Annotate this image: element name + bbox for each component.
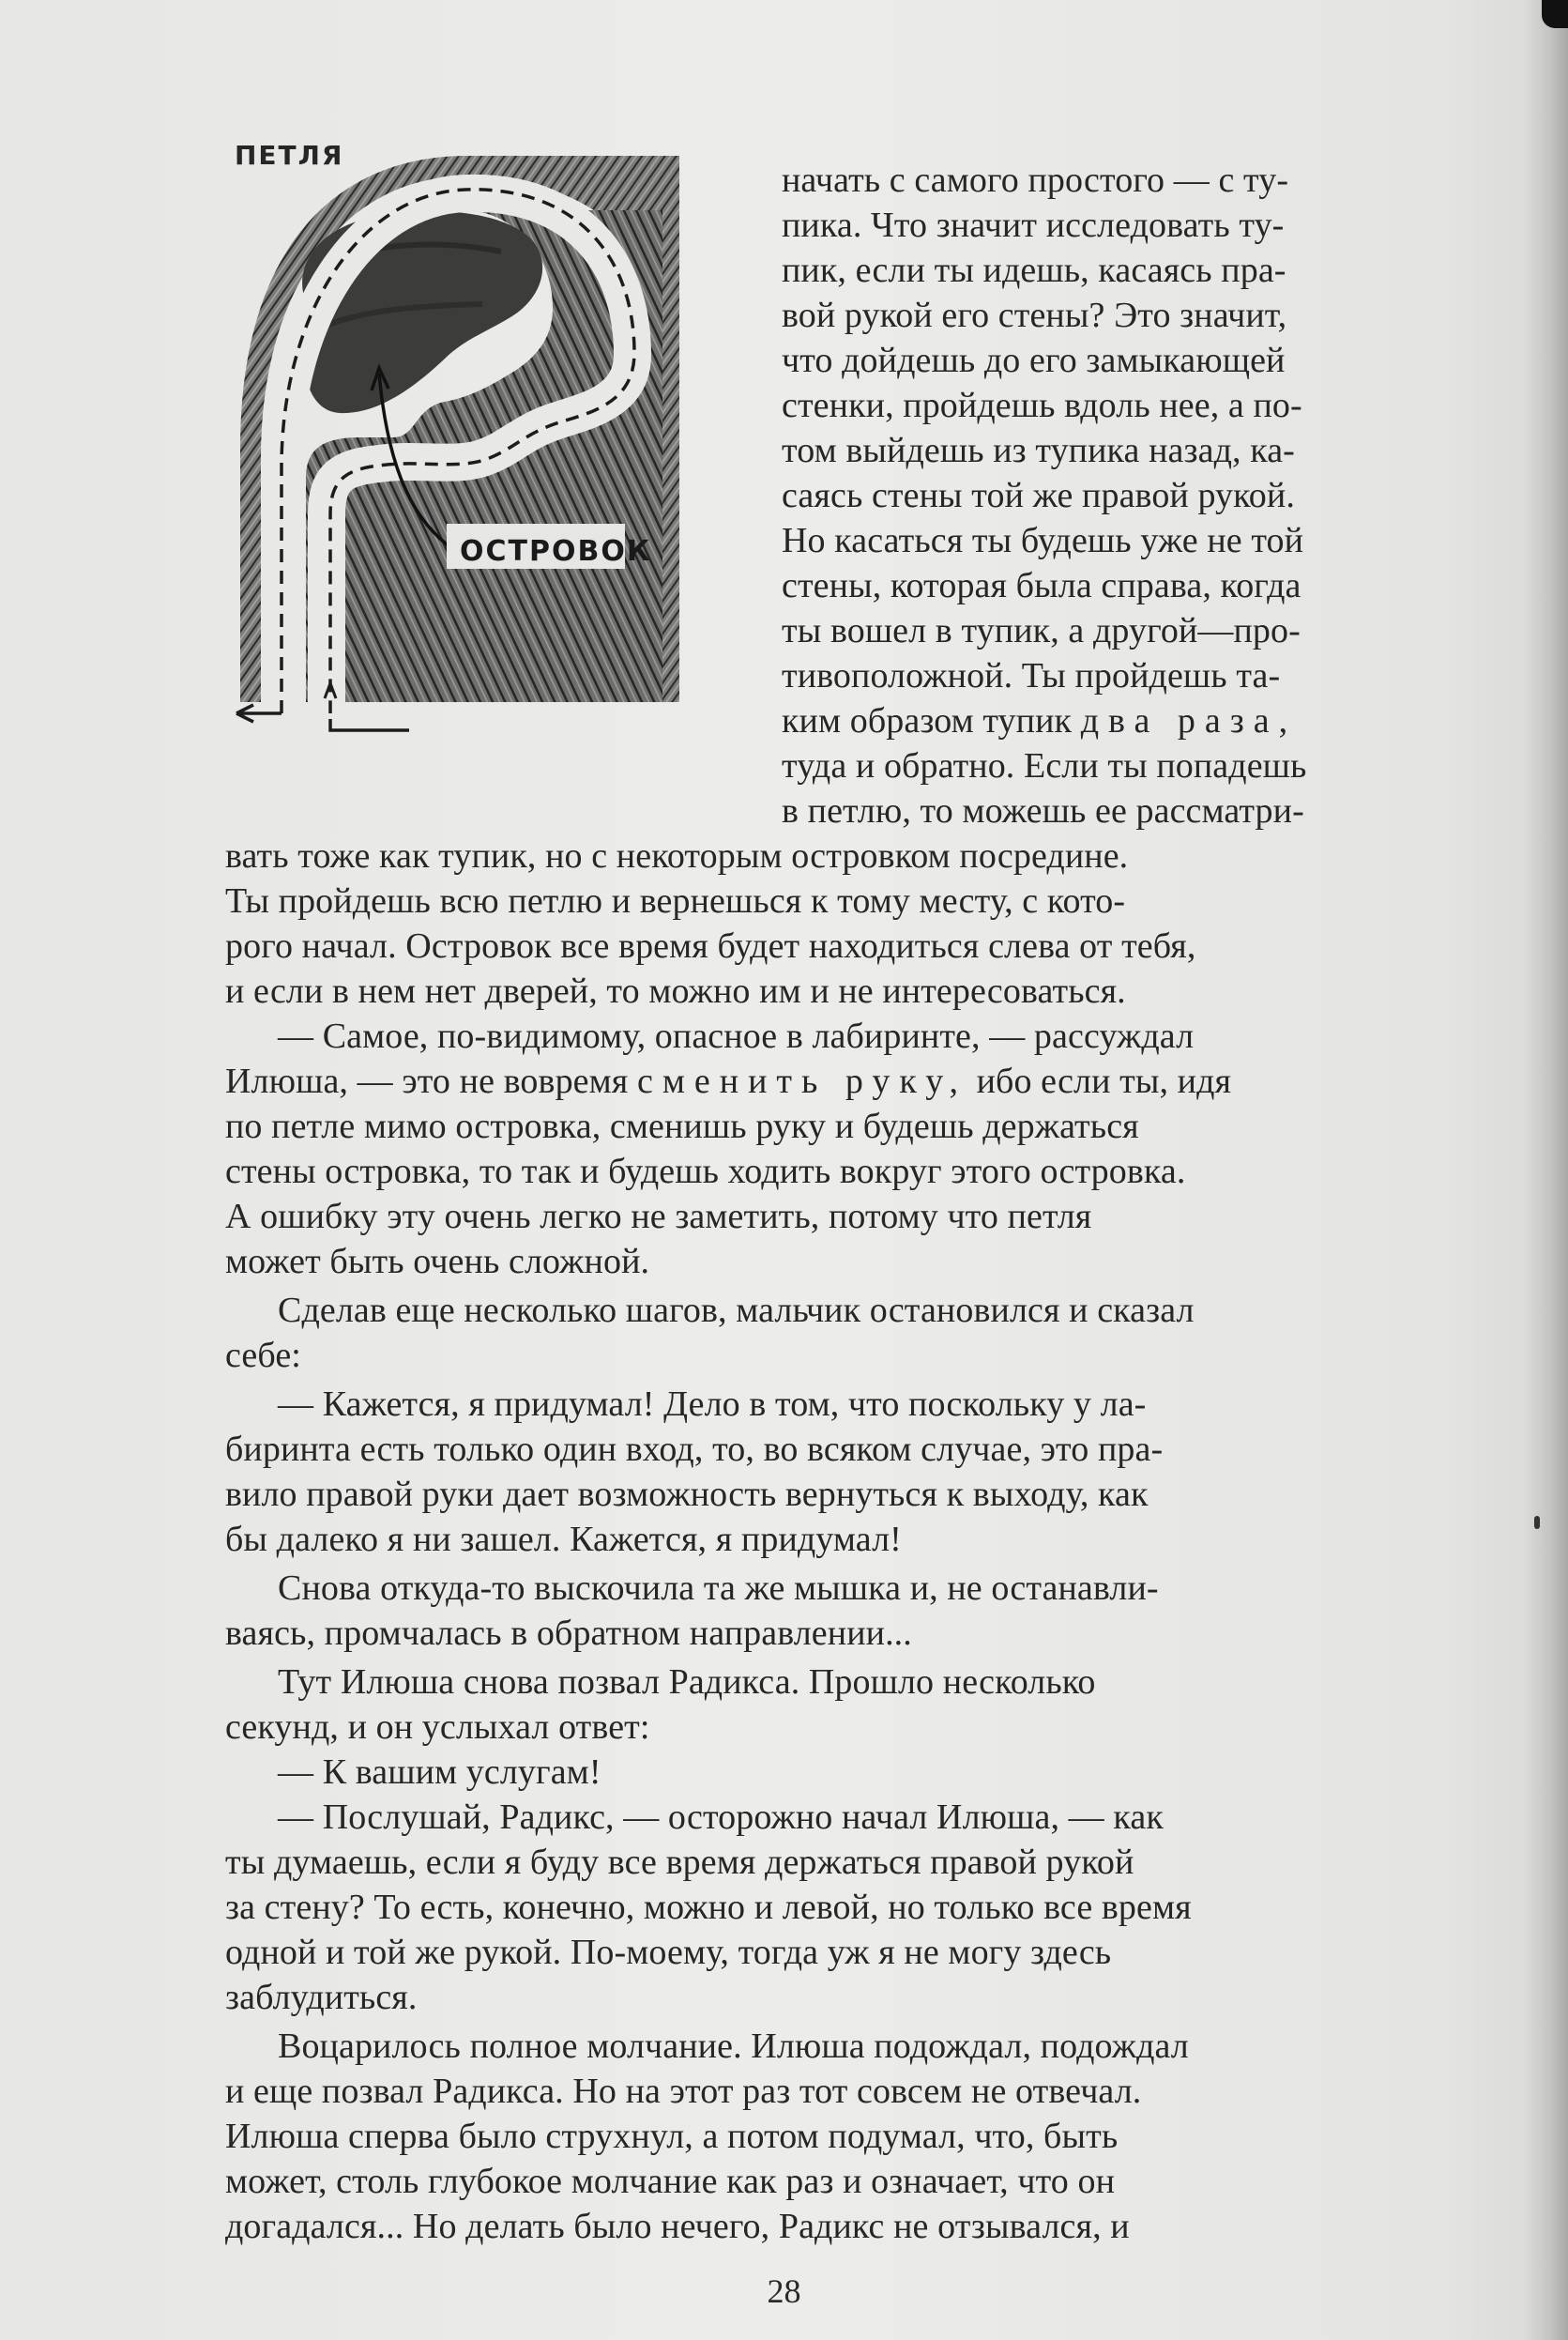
emphasized-text: два раза,	[1080, 701, 1298, 741]
text-line: тивоположной. Ты пройдешь та-	[782, 656, 1281, 696]
text-line: Ты пройдешь всю петлю и вернешься к тому месту, с кото-	[225, 881, 1126, 921]
text-line: Воцарилось полное молчание. Илюша подождал, подождал	[278, 2026, 1189, 2066]
text-line: вило правой руки дает возможность вернуться к выходу, как	[225, 1475, 1149, 1514]
text-line: стенки, пройдешь вдоль нее, а по-	[782, 386, 1302, 425]
text-line	[225, 1059, 1231, 1104]
text-line: в петлю, то можешь ее рассматри-	[782, 791, 1304, 831]
text-line: и если в нем нет дверей, то можно им и не интересоваться.	[225, 971, 1126, 1011]
text-line: бы далеко я ни зашел. Кажется, я придумал!	[225, 1520, 902, 1559]
text-line: ты вошел в тупик, а другой—про-	[782, 611, 1301, 650]
label-island: ОСТРОВОК	[460, 535, 652, 568]
text-line: Сделав еще несколько шагов, мальчик остановился и сказал	[278, 1291, 1195, 1330]
text-line: ваясь, промчалась в обратном направлении...	[225, 1614, 912, 1653]
text-run: ким образом тупик	[782, 701, 1073, 741]
text-line: себе:	[225, 1336, 301, 1375]
emphasized-text: сменить руку,	[636, 1062, 967, 1101]
text-line: стены, которая была справа, когда	[782, 566, 1302, 605]
text-line: ты думаешь, если я буду все время держаться правой рукой	[225, 1843, 1134, 1882]
text-line: рого начал. Островок все время будет находиться слева от тебя,	[225, 926, 1196, 966]
text-line: одной и той же рукой. По-моему, тогда уж я не могу здесь	[225, 1933, 1112, 1972]
text-line: по петле мимо островка, сменишь руку и будешь держаться	[225, 1107, 1139, 1146]
text-run: ибо если ты, идя	[976, 1062, 1232, 1101]
text-line: начать с самого простого — с ту-	[782, 161, 1289, 200]
text-line: догадался... Но делать было нечего, Радикс не отзывался, и	[225, 2207, 1130, 2246]
text-line: вать тоже как тупик, но с некоторым островком посредине.	[225, 836, 1129, 876]
text-run: Илюша, — это не вовремя	[225, 1062, 629, 1101]
text-line: секунд, и он услыхал ответ:	[225, 1707, 650, 1747]
text-line: — К вашим услугам!	[278, 1752, 601, 1792]
paper-speck	[1534, 1516, 1540, 1529]
text-line: — Самое, по-видимому, опасное в лабиринте, — рассуждал	[278, 1017, 1195, 1056]
text-line: Тут Илюша снова позвал Радикса. Прошло несколько	[278, 1662, 1096, 1702]
text-line: — Послушай, Радикс, — осторожно начал Илюша, — как	[278, 1797, 1164, 1837]
text-line: стены островка, то так и будешь ходить вокруг этого островка.	[225, 1152, 1186, 1191]
text-line: за стену? То есть, конечно, можно и левой, но только все время	[225, 1888, 1192, 1927]
page-edge-shadow	[1525, 0, 1568, 2340]
text-line: А ошибку эту очень легко не заметить, потому что петля	[225, 1197, 1092, 1236]
text-line: туда и обратно. Если ты попадешь	[782, 746, 1307, 786]
text-line: заблудиться.	[225, 1978, 418, 2017]
entry-arrow	[330, 719, 409, 730]
text-line: Снова откуда-то выскочила та же мышка и, не останавли-	[278, 1568, 1159, 1608]
text-line: — Кажется, я придумал! Дело в том, что поскольку у ла-	[278, 1384, 1147, 1424]
text-line	[782, 698, 1297, 743]
text-line: Илюша сперва было струхнул, а потом подумал, что, быть	[225, 2117, 1119, 2156]
corner-mark	[1542, 0, 1568, 28]
text-line: может быть очень сложной.	[225, 1242, 650, 1281]
text-line: том выйдешь из тупика назад, ка-	[782, 431, 1295, 470]
text-line: и еще позвал Радикса. Но на этот раз тот совсем не отвечал.	[225, 2072, 1142, 2111]
text-line: пика. Что значит исследовать ту-	[782, 206, 1285, 245]
text-line: вой рукой его стены? Это значит,	[782, 296, 1287, 335]
text-line: Но касаться ты будешь уже не той	[782, 521, 1304, 560]
page-number: 28	[767, 2272, 801, 2310]
label-loop: ПЕТЛЯ	[235, 140, 344, 171]
text-line: биринта есть только один вход, то, во всяком случае, это пра-	[225, 1430, 1164, 1469]
loop-island-illustration	[229, 139, 694, 740]
text-line: пик, если ты идешь, касаясь пра-	[782, 251, 1286, 290]
text-line: может, столь глубокое молчание как раз и означает, что он	[225, 2162, 1116, 2201]
text-line: что дойдешь до его замыкающей	[782, 341, 1286, 380]
text-line: саясь стены той же правой рукой.	[782, 476, 1295, 515]
